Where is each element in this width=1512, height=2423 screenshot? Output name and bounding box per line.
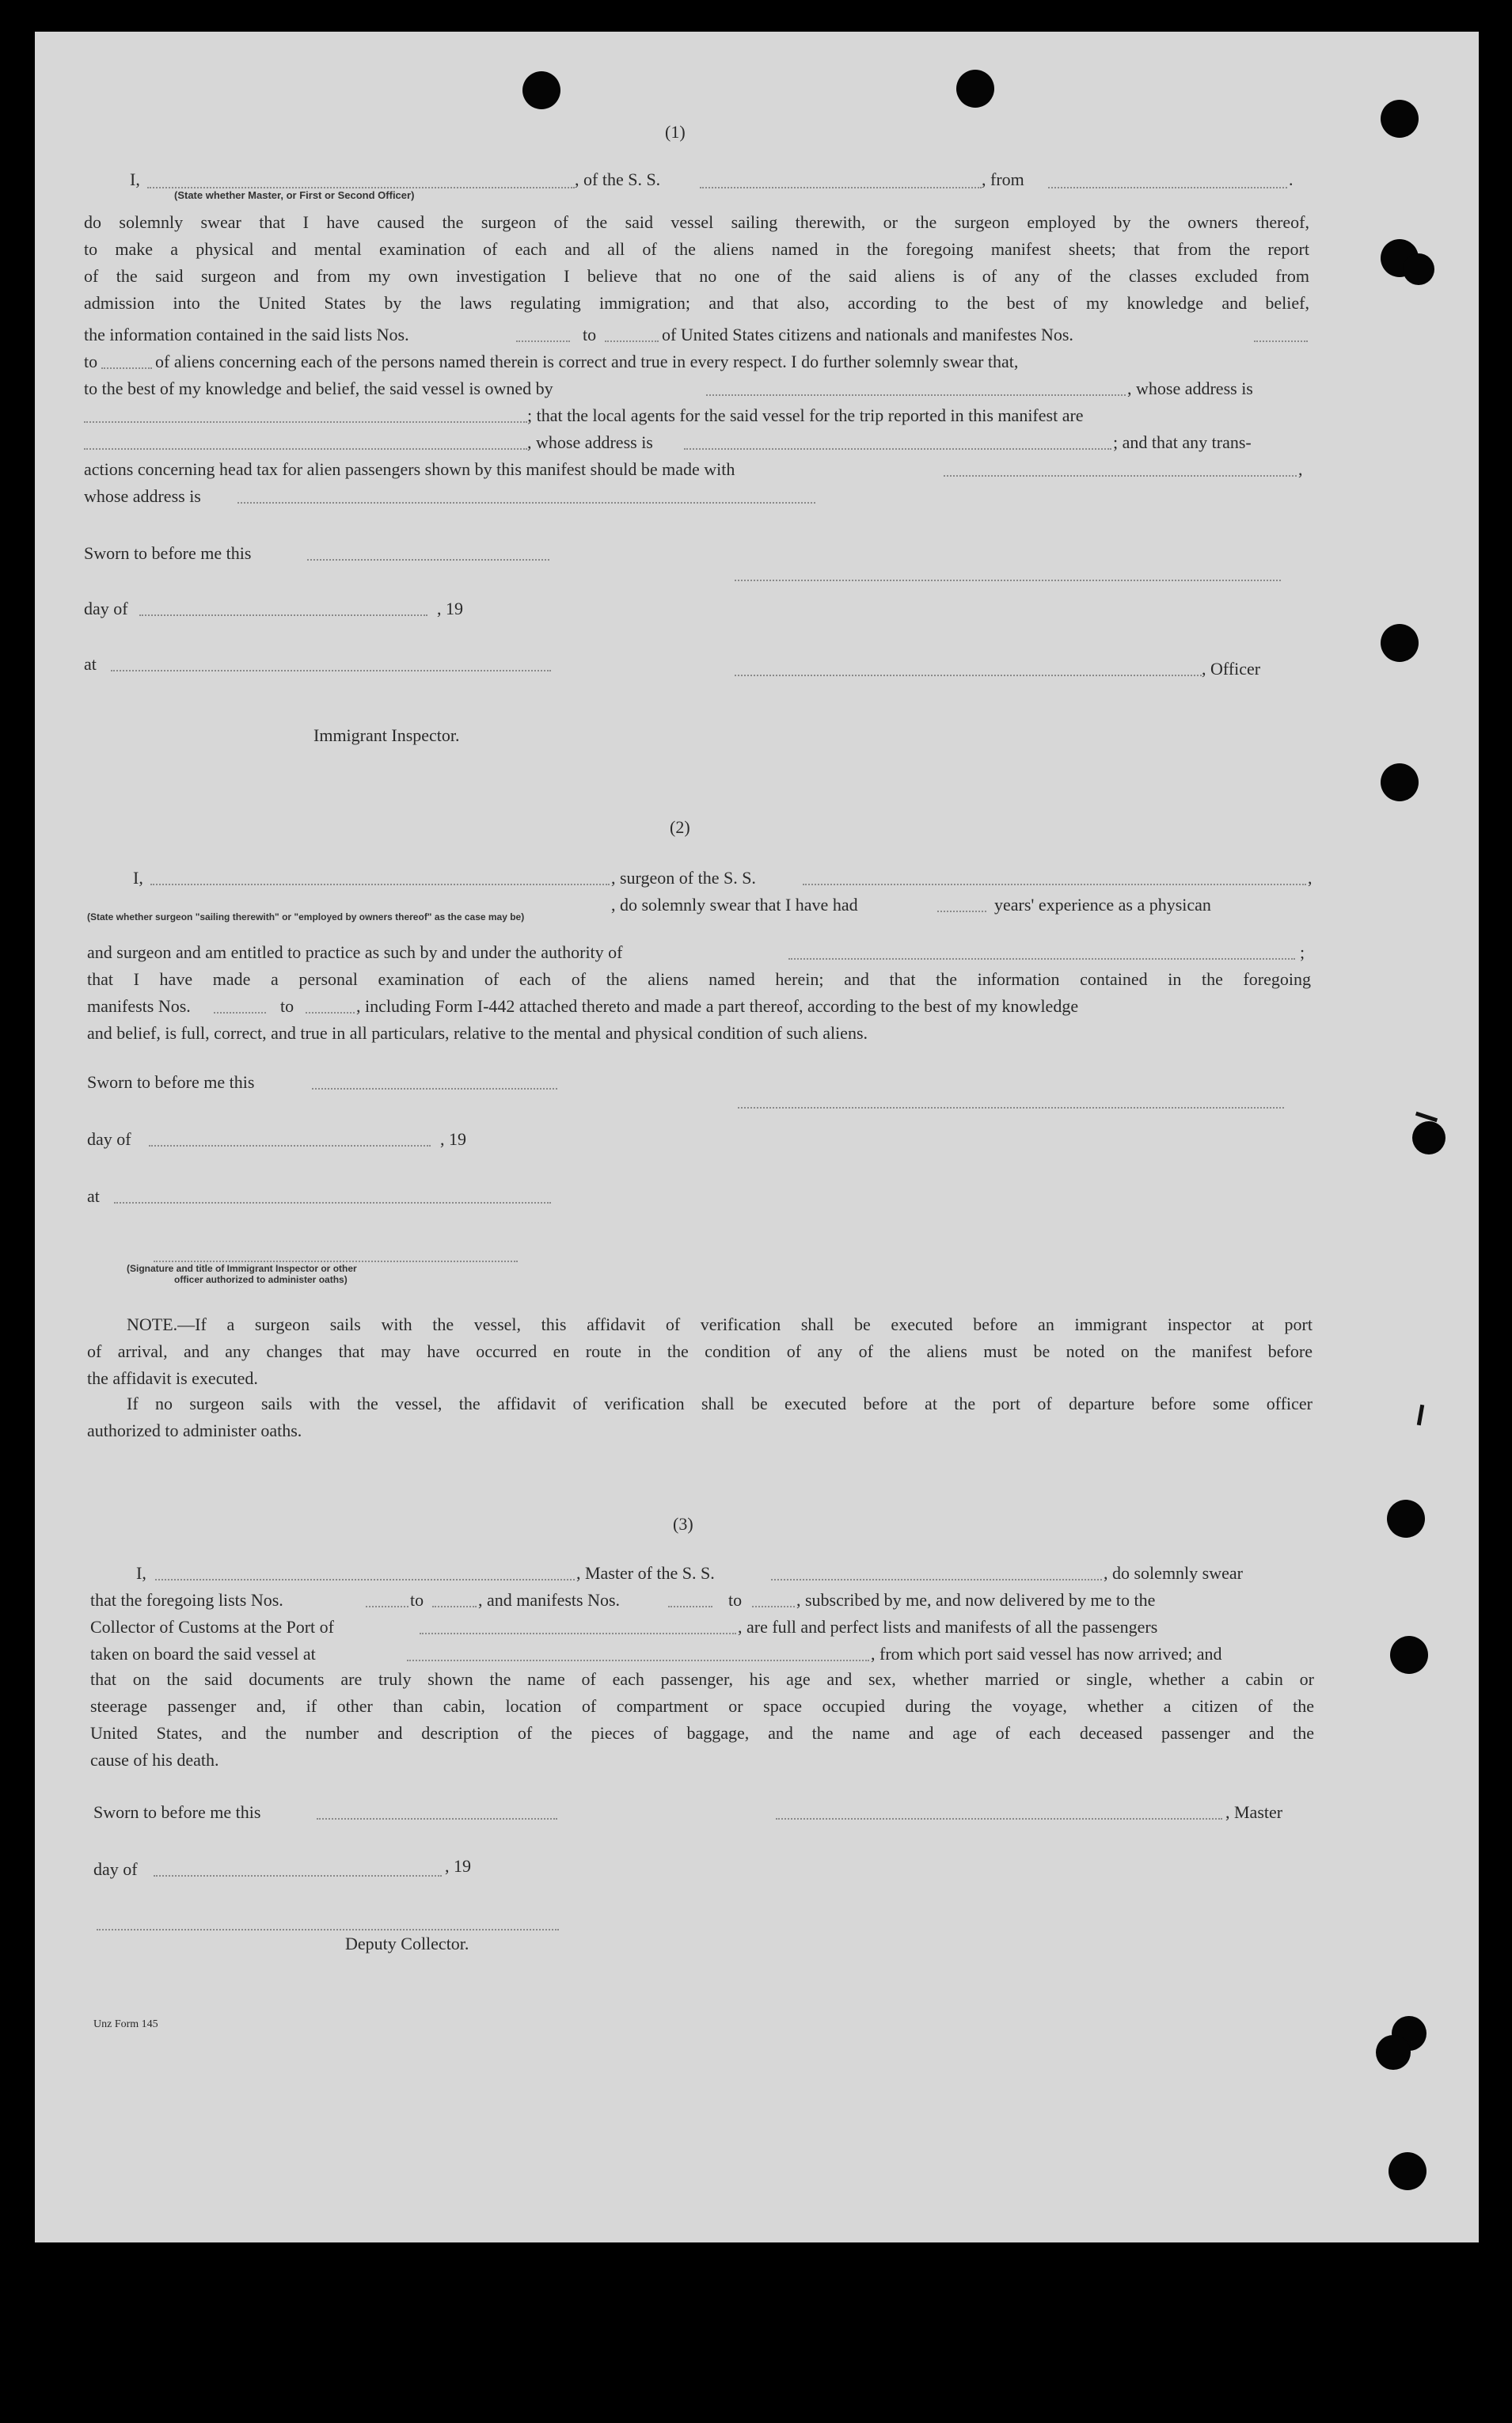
surgeon-of-label: , surgeon of the S. S. bbox=[611, 868, 756, 888]
punch-hole bbox=[1390, 1636, 1428, 1674]
swear-label: , do solemnly swear bbox=[1104, 1563, 1243, 1583]
authority-field[interactable] bbox=[788, 958, 1295, 960]
authority-label: and surgeon and am entitled to practice as such by and under the authority of bbox=[87, 942, 623, 962]
section-1-body: do solemnly swear that I have caused the surgeon of the said vessel sailing therewith, or the surgeon employed by the owners thereof, to make a physical and mental examination of each and all of the aliens named in the foregoing manifest sheets; that from the report of the said surgeon and from my own investigation I believe that no one of the said aliens is of any of the classes excluded from admission into the United States by the laws regulating immigration; and that also, according to the best of my knowledge and belief, bbox=[84, 212, 1309, 313]
lists-from-field[interactable] bbox=[516, 340, 570, 342]
master-name-field[interactable] bbox=[155, 1579, 575, 1580]
deputy-collector-label: Deputy Collector. bbox=[345, 1934, 469, 1953]
punch-hole bbox=[956, 70, 994, 108]
years-label: years' experience as a physican bbox=[994, 895, 1211, 915]
sworn-date-field-1[interactable] bbox=[307, 559, 549, 561]
aliens-text: of aliens concerning each of the persons named therein is correct and true in every respect. I do further solemnly swear that, bbox=[155, 352, 1019, 371]
at-field-2[interactable] bbox=[114, 1202, 551, 1204]
punch-hole bbox=[1412, 1121, 1446, 1154]
punch-hole bbox=[1381, 763, 1419, 801]
officer-label: , Officer bbox=[1202, 659, 1261, 679]
signature-note-2: officer authorized to administer oaths) bbox=[174, 1274, 348, 1285]
years-field[interactable] bbox=[937, 911, 986, 912]
day-of-label-1: day of bbox=[84, 599, 128, 618]
officer-note: (State whether Master, or First or Second Officer) bbox=[174, 189, 415, 201]
s3-manifests-label: , and manifests Nos. bbox=[478, 1590, 621, 1610]
taken-port-field[interactable] bbox=[407, 1660, 869, 1661]
section-2-number: (2) bbox=[670, 817, 690, 837]
lists-to-field[interactable] bbox=[605, 340, 659, 342]
actions-label: actions concerning head tax for alien passengers shown by this manifest should be made with bbox=[84, 459, 735, 479]
form-sheet bbox=[35, 32, 1479, 2242]
master-vessel-field[interactable] bbox=[771, 1579, 1102, 1580]
actions-end: , bbox=[1298, 459, 1303, 479]
punch-hole bbox=[1376, 2035, 1411, 2070]
punch-hole bbox=[1387, 1500, 1425, 1538]
sworn-label-3: Sworn to before me this bbox=[93, 1802, 261, 1822]
section-3-i: I, bbox=[136, 1563, 146, 1583]
s3-lists-from-field[interactable] bbox=[366, 1606, 408, 1607]
sworn-label-2: Sworn to before me this bbox=[87, 1072, 255, 1092]
sworn-date-field-3[interactable] bbox=[317, 1818, 557, 1820]
surgeon-manifests-to-field[interactable] bbox=[306, 1012, 355, 1014]
manifests-to-field[interactable] bbox=[101, 367, 152, 369]
citizens-label: of United States citizens and nationals and manifestes Nos. bbox=[662, 325, 1073, 344]
whose-address-last-label: whose address is bbox=[84, 486, 201, 506]
at-label-2: at bbox=[87, 1186, 100, 1206]
inspector-label-1: Immigrant Inspector. bbox=[313, 725, 460, 745]
master-signature-line[interactable] bbox=[776, 1818, 1222, 1820]
from-label: , from bbox=[982, 169, 1024, 189]
punch-hole bbox=[1403, 253, 1434, 285]
of-ss-label: , of the S. S. bbox=[575, 169, 661, 189]
day-of-field-1[interactable] bbox=[139, 614, 427, 616]
punch-hole bbox=[522, 71, 560, 109]
day-of-label-3: day of bbox=[93, 1859, 138, 1879]
inspector-signature-line[interactable] bbox=[154, 1261, 518, 1262]
surgeon-line-end: , bbox=[1308, 868, 1313, 888]
solemnly-label: , do solemnly swear that I have had bbox=[611, 895, 858, 915]
agents-field[interactable] bbox=[84, 448, 527, 450]
collector-label: Collector of Customs at the Port of bbox=[90, 1617, 334, 1637]
surgeon-name-field[interactable] bbox=[150, 884, 610, 885]
section-3-number: (3) bbox=[673, 1514, 693, 1534]
collector-rest: , are full and perfect lists and manifests of all the passengers bbox=[738, 1617, 1158, 1637]
section-1-number: (1) bbox=[665, 122, 686, 142]
head-tax-address-field[interactable] bbox=[237, 502, 815, 504]
day-of-field-3[interactable] bbox=[154, 1875, 442, 1877]
year-label-1: , 19 bbox=[437, 599, 463, 618]
day-of-field-2[interactable] bbox=[149, 1145, 431, 1147]
punch-hole bbox=[1381, 100, 1419, 138]
s3-manifests-to-label: to bbox=[728, 1590, 743, 1610]
manifests-from-field[interactable] bbox=[1254, 340, 1308, 342]
officer-signature-line-1[interactable] bbox=[735, 580, 1281, 581]
owner-field[interactable] bbox=[706, 394, 1126, 396]
surgeon-note: (State whether surgeon "sailing therewith" or "employed by owners thereof" as the case may be) bbox=[87, 911, 525, 922]
taken-label: taken on board the said vessel at bbox=[90, 1644, 316, 1664]
day-of-label-2: day of bbox=[87, 1129, 131, 1149]
deputy-signature-line[interactable] bbox=[97, 1929, 559, 1930]
from-port-field[interactable] bbox=[1048, 187, 1287, 188]
lists-to-label: to bbox=[583, 325, 597, 344]
head-tax-agent-field[interactable] bbox=[944, 475, 1297, 477]
local-agents-label: ; that the local agents for the said vessel for the trip reported in this manifest are bbox=[527, 405, 1084, 425]
punch-hole bbox=[1381, 624, 1419, 662]
year-label-3: , 19 bbox=[445, 1856, 471, 1876]
subscribed-label: , subscribed by me, and now delivered by me to the bbox=[796, 1590, 1156, 1610]
s3-manifests-to-field[interactable] bbox=[752, 1606, 795, 1607]
officer-signature-line-2[interactable] bbox=[735, 675, 1202, 676]
whose-address-label: , whose address is bbox=[1127, 378, 1253, 398]
margin-mark bbox=[1417, 1405, 1424, 1425]
signature-note: (Signature and title of Immigrant Inspector or other bbox=[127, 1263, 357, 1274]
master-label: , Master bbox=[1225, 1802, 1283, 1822]
taken-rest: , from which port said vessel has now arrived; and bbox=[871, 1644, 1222, 1664]
s3-lists-to-field[interactable] bbox=[432, 1606, 477, 1607]
vessel-name-field[interactable] bbox=[700, 187, 982, 188]
any-trans-label: ; and that any trans- bbox=[1113, 432, 1252, 452]
year-label-2: , 19 bbox=[440, 1129, 466, 1149]
manifests-rest: , including Form I-442 attached thereto and made a part thereof, according to the best of my knowledge bbox=[356, 996, 1079, 1016]
s3-manifests-from-field[interactable] bbox=[668, 1606, 712, 1607]
owner-address-field[interactable] bbox=[84, 421, 527, 423]
section-1-i: I, bbox=[130, 169, 140, 189]
section-3-body: that on the said documents are truly shown the name of each passenger, his age and sex, whether married or single, whether a cabin or steerage passenger and, if other than cabin, location of compartment or space occupied during the voyage, whether a citizen of the United States, and the number and description of the pieces of baggage, and the name and age of each deceased passenger and the cause of his death. bbox=[90, 1669, 1314, 1770]
note-paragraph: NOTE.—If a surgeon sails with the vessel, this affidavit of verification shall be executed before an immigrant inspector at port of arrival, and any changes that may have occurred en route in the condition of any of the aliens must be noted on the manifest before the affidavit is executed. bbox=[87, 1314, 1313, 1388]
exam-line: that I have made a personal examination of each of the aliens named herein; and that the information contained in the foregoing bbox=[87, 969, 1311, 989]
foregoing-lists-label: that the foregoing lists Nos. bbox=[90, 1590, 283, 1610]
officer-name-field[interactable] bbox=[147, 187, 575, 188]
belief-line: and belief, is full, correct, and true in all particulars, relative to the mental and physical condition of such aliens. bbox=[87, 1023, 868, 1043]
whose-address-label-2: , whose address is bbox=[527, 432, 653, 452]
s3-lists-to-label: to bbox=[410, 1590, 424, 1610]
surgeon-signature-line[interactable] bbox=[738, 1107, 1284, 1109]
lists-label: the information contained in the said lists Nos. bbox=[84, 325, 409, 344]
manifests-to-label: to bbox=[280, 996, 294, 1016]
sworn-date-field-2[interactable] bbox=[312, 1088, 557, 1090]
form-number: Unz Form 145 bbox=[93, 2018, 158, 2030]
owned-by-label: to the best of my knowledge and belief, the said vessel is owned by bbox=[84, 378, 553, 398]
at-field-1[interactable] bbox=[111, 670, 551, 671]
surgeon-vessel-field[interactable] bbox=[803, 884, 1306, 885]
at-label-1: at bbox=[84, 654, 97, 674]
agents-address-field[interactable] bbox=[684, 448, 1111, 450]
authority-end: ; bbox=[1300, 942, 1305, 962]
collector-port-field[interactable] bbox=[420, 1633, 736, 1634]
aliens-to-label: to bbox=[84, 352, 98, 371]
surgeon-manifests-from-field[interactable] bbox=[214, 1012, 266, 1014]
line-end: . bbox=[1289, 169, 1294, 189]
sworn-label-1: Sworn to before me this bbox=[84, 543, 252, 563]
section-2-i: I, bbox=[133, 868, 143, 888]
note2-paragraph: If no surgeon sails with the vessel, the affidavit of verification shall be executed before at the port of departure before some officer authorized to administer oaths. bbox=[87, 1394, 1313, 1440]
manifests-nos-label: manifests Nos. bbox=[87, 996, 191, 1016]
master-of-label: , Master of the S. S. bbox=[576, 1563, 715, 1583]
punch-hole bbox=[1389, 2152, 1427, 2190]
